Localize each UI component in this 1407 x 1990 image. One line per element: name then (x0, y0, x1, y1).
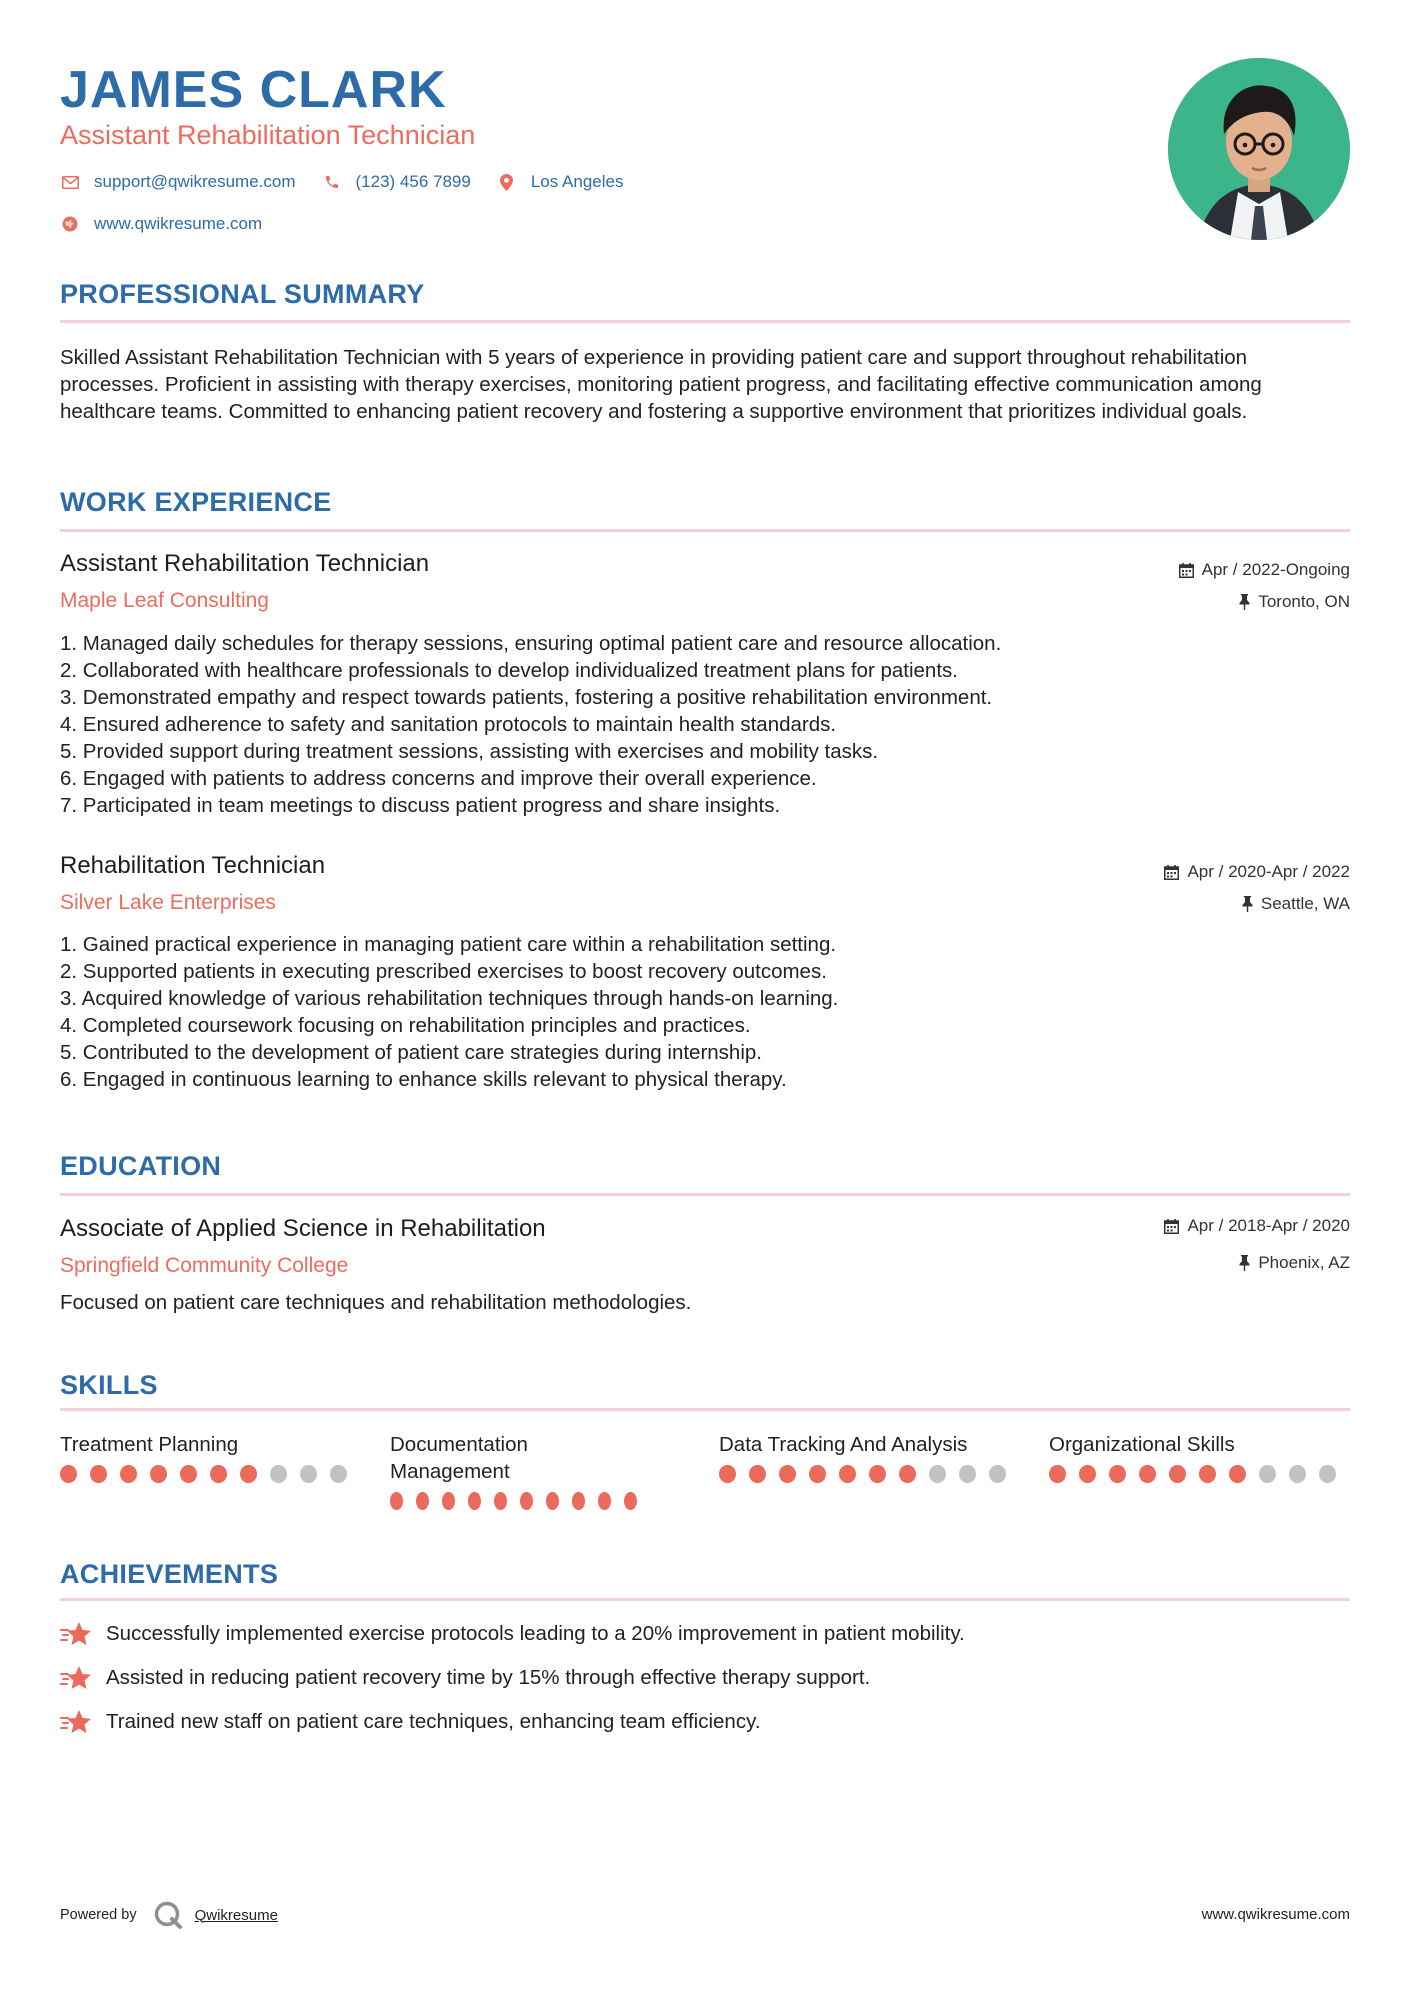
skill-dot-filled (468, 1492, 481, 1510)
list-item: 3. Demonstrated empathy and respect towards patients, fostering a positive rehabilitation environment. (60, 686, 993, 709)
skill-dot-filled (572, 1492, 585, 1510)
skill-dot-filled (442, 1492, 455, 1510)
education-location (1239, 1253, 1350, 1273)
achievement-text: Trained new staff on patient care techniques, enhancing team efficiency. (106, 1710, 761, 1733)
pushpin-icon (1242, 896, 1253, 912)
calendar-icon (1179, 563, 1194, 578)
skill-dot-filled (520, 1492, 533, 1510)
section-title-education: EDUCATION (60, 1151, 222, 1181)
skill-dot-empty (270, 1465, 287, 1483)
skill-dot-filled (869, 1465, 886, 1483)
section-title-achievements: ACHIEVEMENTS (60, 1559, 279, 1589)
skill-dot-filled (546, 1492, 559, 1510)
skill-dot-empty (1259, 1465, 1276, 1483)
job-dates (1179, 560, 1350, 580)
skill-item (1049, 1431, 1349, 1483)
list-item: 5. Provided support during treatment sessions, assisting with exercises and mobility tasks. (60, 740, 879, 763)
job-dates (1164, 862, 1350, 882)
skill-rating (60, 1465, 360, 1483)
location-item (497, 172, 624, 192)
skill-dot-empty (989, 1465, 1006, 1483)
skill-dot-filled (899, 1465, 916, 1483)
star-icon (60, 1708, 92, 1736)
footer-website[interactable]: www.qwikresume.com (1201, 1906, 1350, 1923)
company-name: Maple Leaf Consulting (60, 589, 269, 612)
list-item: 6. Engaged in continuous learning to enhance skills relevant to physical therapy. (60, 1068, 787, 1091)
skill-dot-filled (1049, 1465, 1066, 1483)
phone-icon (322, 172, 342, 192)
footer-powered-by (60, 1900, 278, 1930)
job-location (1239, 592, 1350, 612)
education-dates (1164, 1216, 1350, 1236)
list-item: 1. Gained practical experience in managing patient care within a rehabilitation setting. (60, 933, 837, 956)
phone-text[interactable]: (123) 456 7899 (355, 172, 471, 191)
skill-dot-filled (719, 1465, 736, 1483)
job-location-text: Seattle, WA (1260, 894, 1350, 913)
skill-dot-filled (839, 1465, 856, 1483)
website-row (60, 214, 288, 234)
skill-dot-filled (494, 1492, 507, 1510)
star-icon (60, 1664, 92, 1692)
candidate-role: Assistant Rehabilitation Technician (60, 120, 476, 150)
skill-item (60, 1431, 360, 1483)
email-text[interactable]: support@qwikresume.com (94, 172, 296, 191)
job-title: Rehabilitation Technician (60, 852, 326, 879)
skill-name: Data Tracking And Analysis (719, 1433, 968, 1456)
star-icon (60, 1620, 92, 1648)
skill-name: Documentation Management (390, 1433, 528, 1483)
job-dates-text: Apr / 2022-Ongoing (1201, 560, 1350, 579)
achievement-text: Successfully implemented exercise protocols leading to a 20% improvement in patient mobility. (106, 1622, 965, 1645)
skill-dot-filled (90, 1465, 107, 1483)
globe-icon (60, 214, 80, 234)
job-bullets (60, 630, 1320, 819)
skill-name: Organizational Skills (1049, 1433, 1235, 1456)
job-dates-text: Apr / 2020-Apr / 2022 (1187, 862, 1350, 881)
skill-rating (719, 1465, 1019, 1483)
skill-dot-filled (1139, 1465, 1156, 1483)
skill-dot-empty (300, 1465, 317, 1483)
candidate-name: JAMES CLARK (60, 61, 447, 119)
profile-photo (1168, 58, 1350, 240)
job-location (1242, 894, 1350, 914)
website-item[interactable] (60, 214, 262, 234)
website-text[interactable]: www.qwikresume.com (94, 214, 263, 233)
skill-dot-filled (1169, 1465, 1186, 1483)
skill-dot-filled (240, 1465, 257, 1483)
degree-title: Associate of Applied Science in Rehabilitation (60, 1215, 546, 1242)
skill-dot-filled (809, 1465, 826, 1483)
skill-name: Treatment Planning (60, 1433, 239, 1456)
job-title: Assistant Rehabilitation Technician (60, 550, 430, 577)
achievement-item (60, 1664, 870, 1692)
education-location-text: Phoenix, AZ (1258, 1253, 1350, 1272)
skill-dot-filled (598, 1492, 611, 1510)
skill-dot-filled (749, 1465, 766, 1483)
powered-by-label: Powered by (60, 1907, 137, 1923)
skill-dot-filled (60, 1465, 77, 1483)
qwikresume-logo-icon (153, 1900, 183, 1930)
education-dates-text: Apr / 2018-Apr / 2020 (1187, 1216, 1350, 1235)
list-item: 2. Collaborated with healthcare professionals to develop individualized treatment plans for patients. (60, 659, 958, 682)
list-item: 2. Supported patients in executing prescribed exercises to boost recovery outcomes. (60, 960, 827, 983)
list-item: 1. Managed daily schedules for therapy sessions, ensuring optimal patient care and resource allocation. (60, 632, 1002, 655)
skill-item (390, 1431, 650, 1510)
skill-dot-filled (779, 1465, 796, 1483)
calendar-icon (1164, 865, 1179, 880)
phone-item[interactable] (322, 172, 471, 192)
list-item: 4. Ensured adherence to safety and sanitation protocols to maintain health standards. (60, 713, 837, 736)
job-location-text: Toronto, ON (1258, 592, 1350, 611)
list-item: 6. Engaged with patients to address concerns and improve their overall experience. (60, 767, 817, 790)
section-divider (60, 529, 1350, 532)
skill-dot-empty (959, 1465, 976, 1483)
calendar-icon (1164, 1219, 1179, 1234)
list-item: 3. Acquired knowledge of various rehabilitation techniques through hands-on learning. (60, 987, 839, 1010)
section-divider (60, 1408, 1350, 1411)
map-pin-icon (497, 172, 517, 192)
skill-dot-filled (120, 1465, 137, 1483)
skill-dot-filled (624, 1492, 637, 1510)
list-item: 5. Contributed to the development of patient care strategies during internship. (60, 1041, 762, 1064)
achievement-text: Assisted in reducing patient recovery time by 15% through effective therapy support. (106, 1666, 871, 1689)
pushpin-icon (1239, 594, 1250, 610)
school-name: Springfield Community College (60, 1254, 349, 1277)
company-name: Silver Lake Enterprises (60, 891, 276, 914)
pushpin-icon (1239, 1255, 1250, 1271)
qwikresume-link[interactable]: Qwikresume (194, 1906, 278, 1924)
contact-row (60, 172, 649, 192)
skill-rating (1049, 1465, 1349, 1483)
skill-item (719, 1431, 1019, 1483)
job-bullets (60, 931, 1320, 1093)
skill-dot-filled (1199, 1465, 1216, 1483)
location-text: Los Angeles (530, 172, 624, 191)
education-description: Focused on patient care techniques and rehabilitation methodologies. (60, 1291, 692, 1314)
skill-dot-empty (330, 1465, 347, 1483)
summary-text: Skilled Assistant Rehabilitation Technician with 5 years of experience in providing patient care and support throughout rehabilitation processes. Proficient in assisting with therapy exercises, monitoring patient progress, and facilitating effective communication among healthcare teams. Committed to enhancing patient recovery and fostering a supportive environment that prioritizes individual goals. (60, 346, 1262, 423)
section-divider (60, 1193, 1350, 1196)
section-divider (60, 320, 1350, 323)
envelope-icon (60, 172, 80, 192)
skill-dot-filled (210, 1465, 227, 1483)
skill-dot-empty (929, 1465, 946, 1483)
list-item: 4. Completed coursework focusing on rehabilitation principles and practices. (60, 1014, 751, 1037)
section-title-experience: WORK EXPERIENCE (60, 487, 332, 517)
email-item[interactable] (60, 172, 296, 192)
skill-dot-filled (1079, 1465, 1096, 1483)
skill-dot-filled (416, 1492, 429, 1510)
skill-rating (390, 1492, 650, 1510)
achievement-item (60, 1620, 965, 1648)
achievement-item (60, 1708, 761, 1736)
skill-dot-filled (1229, 1465, 1246, 1483)
skill-dot-filled (1109, 1465, 1126, 1483)
list-item: 7. Participated in team meetings to discuss patient progress and share insights. (60, 794, 781, 817)
avatar (1168, 58, 1350, 240)
skill-dot-empty (1289, 1465, 1306, 1483)
section-title-summary: PROFESSIONAL SUMMARY (60, 279, 425, 309)
skill-dot-filled (150, 1465, 167, 1483)
section-title-skills: SKILLS (60, 1370, 158, 1400)
skill-dot-filled (180, 1465, 197, 1483)
skill-dot-empty (1319, 1465, 1336, 1483)
section-divider (60, 1598, 1350, 1601)
skill-dot-filled (390, 1492, 403, 1510)
